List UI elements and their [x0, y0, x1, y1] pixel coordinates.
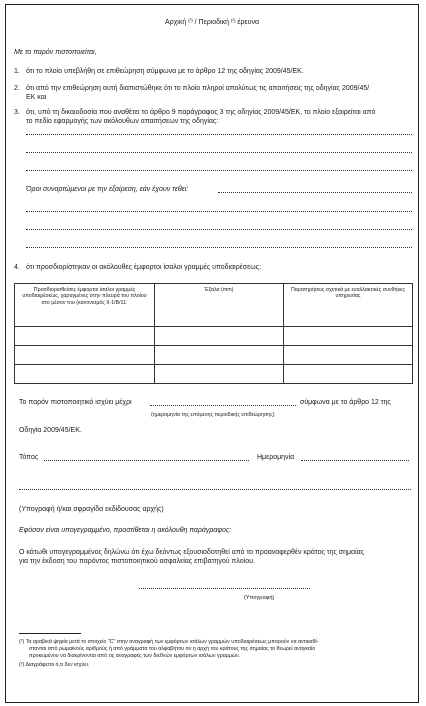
- if-signed-note: Εφόσον είναι υπογεγραμμένο, προστίθεται η ακόλουθη παράγραφος:: [19, 527, 232, 534]
- table-header-remarks: Παρατηρήσεις σχετικά με εναλλακτικές συνθήκες υπηρεσίας: [284, 284, 413, 327]
- intro-text: Με το παρόν πιστοποιείται,: [14, 49, 97, 56]
- issuer-signature-caption: (Υπογραφή ή/και σφραγίδα εκδίδουσας αρχής): [19, 506, 164, 513]
- survey-heading: [6, 18, 418, 27]
- item-1-number: 1.: [14, 68, 20, 75]
- item-4-number: 4.: [14, 264, 20, 271]
- footnote-2-text: Διαγράφεται ό,τι δεν ισχύει.: [25, 662, 90, 668]
- conditions-line[interactable]: [26, 211, 412, 212]
- footnote-1-cont: στανται από ρωμαϊκούς αριθμούς ή από γράμματα του αλφαβήτου αν η αρχή του κράτους της σημαίας το θεωρεί αναγκαίο: [29, 646, 316, 652]
- item-3-line1: ότι, υπό τη δικαιοδοσία που αναθέτει το άρθρο 9 παράγραφος 3 της οδηγίας 2009/45/ΕΚ, το πλοίο εξαιρείται από: [26, 109, 376, 116]
- item-4-text: ότι προσδιορίστηκαν οι ακόλουθες έμφορτοι ίσαλοι γραμμές υποδιαιρέσεως:: [26, 264, 262, 271]
- table-header-load-lines: Προσδιορισθείσες έμφορτοι ίσαλοι γραμμές υποδιαιρέσεως, χαραγμένες στην πλευρά του πλοίου στο μέσον του (κανονισμός II-1/Β/11:: [15, 284, 155, 327]
- signature-caption: (Υπογραφή): [244, 595, 275, 601]
- footnote-ref: (²): [188, 18, 193, 23]
- table-cell[interactable]: [284, 346, 413, 365]
- table-header-freeboard: Έξαλα (mm): [155, 284, 284, 327]
- validity-caption: (ημερομηνία της επόμενης περιοδικής επιθεώρησης): [151, 412, 275, 418]
- item-2-line2: ΕΚ και: [26, 94, 47, 101]
- conditions-label: Όροι συναρτώμενοι με την εξαίρεση, εάν έχουν τεθεί:: [26, 186, 189, 193]
- footnote-2: [19, 662, 417, 668]
- declaration-line2: για την έκδοση του παρόντος πιστοποιητικού ασφαλείας επιβατηγού πλοίου.: [19, 558, 255, 565]
- heading-initial: Αρχική: [164, 19, 187, 26]
- footnote-1-cont: προκειμένου να διακρίνονται από τις αναγραφές των διεθνών εμφόρτων ισάλων γραμμών.: [29, 653, 241, 659]
- validity-date-field[interactable]: [150, 405, 296, 406]
- heading-periodic: / Περιοδική: [194, 19, 229, 26]
- table-cell[interactable]: [155, 346, 284, 365]
- directive-text: Οδηγία 2009/45/ΕΚ.: [19, 427, 82, 434]
- item-3-line2: το πεδίο εφαρμογής των ακόλουθων απαιτήσεων της οδηγίας:: [26, 118, 219, 125]
- table-row: [15, 327, 413, 346]
- footnote-ref: (²): [230, 18, 236, 23]
- table-cell[interactable]: [15, 327, 155, 346]
- place-label: Τόπος: [19, 454, 39, 461]
- certificate-page: [5, 4, 419, 703]
- table-cell[interactable]: [155, 327, 284, 346]
- validity-prefix: Το παρόν πιστοποιητικό ισχύει μέχρι: [19, 399, 132, 406]
- heading-survey: έρευνα: [237, 19, 260, 26]
- conditions-line[interactable]: [26, 247, 412, 248]
- date-field[interactable]: [301, 460, 409, 461]
- table-cell[interactable]: [15, 346, 155, 365]
- item-2-line1: ότι από την επιθεώρηση αυτή διαπιστώθηκε ότι το πλοίο πληροί απολύτως τις απαιτήσεις της οδηγίας 2009/45/: [26, 85, 370, 92]
- exemptions-line[interactable]: [26, 170, 412, 171]
- item-1-text: ότι το πλοίο υπεβλήθη σε επιθεώρηση σύμφωνα με το άρθρο 12 της οδηγίας 2009/45/ΕΚ.: [26, 68, 304, 75]
- table-row: [15, 346, 413, 365]
- footnote-1: [19, 639, 417, 645]
- signature-line[interactable]: [139, 588, 310, 589]
- table-cell[interactable]: [155, 365, 284, 384]
- footnote-1-line1: Τα αραβικά ψηφία μετά το στοιχείο "C" στην αναγραφή των εμφόρτων ισάλων γραμμών υποδιαιρέσεως μπορούν να αντικαθί-: [25, 639, 319, 645]
- conditions-line[interactable]: [26, 229, 412, 230]
- footnote-separator: [19, 633, 81, 634]
- item-3-number: 3.: [14, 109, 20, 116]
- table-cell[interactable]: [284, 365, 413, 384]
- load-lines-table: [14, 283, 413, 384]
- table-row: [15, 365, 413, 384]
- conditions-inline-line[interactable]: [218, 192, 412, 193]
- item-2-number: 2.: [14, 85, 20, 92]
- declaration-line1: Ο κάτωθι υπογεγραμμένος δηλώνω ότι έχω δεόντως εξουσιοδοτηθεί από το προαναφερθέν κράτος της σημαίας: [19, 549, 365, 556]
- footnote-2-mark: (²): [19, 662, 25, 668]
- validity-suffix: σύμφωνα με το άρθρο 12 της: [300, 399, 391, 406]
- table-cell[interactable]: [284, 327, 413, 346]
- issuer-signature-line[interactable]: [19, 489, 411, 490]
- footnote-1-mark: (¹): [19, 639, 25, 645]
- date-label: Ημερομηνία: [257, 454, 295, 461]
- place-field[interactable]: [44, 460, 249, 461]
- exemptions-line[interactable]: [26, 152, 412, 153]
- exemptions-line[interactable]: [26, 134, 412, 135]
- table-cell[interactable]: [15, 365, 155, 384]
